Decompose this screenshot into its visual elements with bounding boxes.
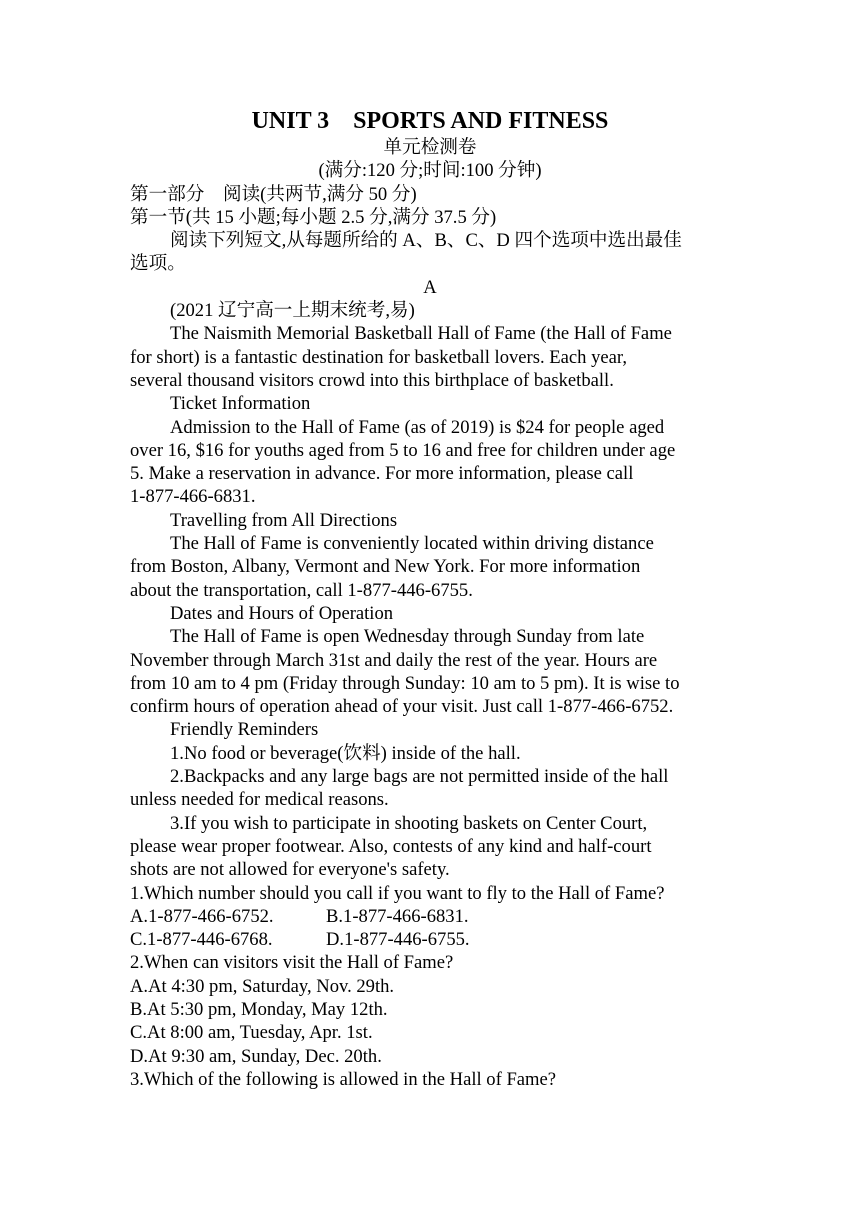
question-stem: 2.When can visitors visit the Hall of Fame?	[130, 952, 454, 974]
option-d: D.1-877-446-6755.	[326, 929, 470, 951]
reminder-item: 3.If you wish to participate in shooting baskets on Center Court,	[170, 812, 648, 834]
passage-line: confirm hours of operation ahead of your visit. Just call 1-877-466-6752.	[130, 696, 674, 718]
exam-subtitle: 单元检测卷	[383, 137, 477, 158]
score-time-info: (满分:120 分;时间:100 分钟)	[318, 160, 542, 182]
passage-line: unless needed for medical reasons.	[130, 789, 389, 811]
question-stem: 3.Which of the following is allowed in the Hall of Fame?	[130, 1068, 557, 1090]
part-heading: 第一部分 阅读(共两节,满分 50 分)	[130, 183, 417, 205]
section-heading: Travelling from All Directions	[170, 509, 398, 531]
instruction-line: 选项。	[130, 253, 186, 275]
question-stem: 1.Which number should you call if you want to fly to the Hall of Fame?	[130, 882, 665, 904]
option-row	[130, 905, 730, 928]
passage-body	[130, 322, 730, 881]
option-b: B.At 5:30 pm, Monday, May 12th.	[130, 998, 388, 1020]
reminder-item: 1.No food or beverage(饮料) inside of the hall.	[170, 742, 521, 764]
passage-line: shots are not allowed for everyone's safety.	[130, 859, 450, 881]
passage-line: 5. Make a reservation in advance. For more information, please call	[130, 463, 634, 485]
passage-line: The Hall of Fame is conveniently located within driving distance	[170, 533, 654, 555]
passage-line: November through March 31st and daily the rest of the year. Hours are	[130, 649, 658, 671]
option-a: A.1-877-466-6752.	[130, 905, 274, 927]
passage-label: A	[423, 276, 437, 298]
document-page	[130, 106, 730, 1091]
question-1	[130, 882, 730, 952]
instruction-line: 阅读下列短文,从每题所给的 A、B、C、D 四个选项中选出最佳	[170, 230, 682, 252]
option-a: A.At 4:30 pm, Saturday, Nov. 29th.	[130, 975, 395, 997]
passage-line: about the transportation, call 1-877-446-6755.	[130, 579, 473, 601]
passage-line: over 16, $16 for youths aged from 5 to 16 and free for children under age	[130, 439, 676, 461]
passage-line: several thousand visitors crowd into this birthplace of basketball.	[130, 369, 614, 391]
option-row	[130, 928, 730, 951]
section-heading: Friendly Reminders	[170, 719, 319, 741]
passage-line: please wear proper footwear. Also, contests of any kind and half-court	[130, 835, 652, 857]
unit-title: UNIT 3 SPORTS AND FITNESS	[251, 108, 609, 134]
option-d: D.At 9:30 am, Sunday, Dec. 20th.	[130, 1045, 382, 1067]
passage-line: from Boston, Albany, Vermont and New York. For more information	[130, 556, 641, 578]
passage-line: Admission to the Hall of Fame (as of 2019) is $24 for people aged	[170, 416, 665, 438]
passage-line: from 10 am to 4 pm (Friday through Sunday: 10 am to 5 pm). It is wise to	[130, 672, 680, 694]
passage-line: The Hall of Fame is open Wednesday through Sunday from late	[170, 626, 645, 648]
passage-source: (2021 辽宁高一上期末统考,易)	[170, 300, 415, 322]
passage-line: The Naismith Memorial Basketball Hall of Fame (the Hall of Fame	[170, 323, 672, 345]
passage-line: for short) is a fantastic destination for basketball lovers. Each year,	[130, 346, 627, 368]
option-c: C.At 8:00 am, Tuesday, Apr. 1st.	[130, 1022, 373, 1044]
reminder-item: 2.Backpacks and any large bags are not permitted inside of the hall	[170, 766, 669, 788]
question-2	[130, 951, 730, 1067]
question-3	[130, 1068, 730, 1091]
passage-line: 1-877-466-6831.	[130, 486, 256, 508]
section-heading: Dates and Hours of Operation	[170, 602, 394, 624]
option-c: C.1-877-446-6768.	[130, 929, 273, 951]
section-heading: Ticket Information	[170, 393, 311, 415]
subsection-heading: 第一节(共 15 小题;每小题 2.5 分,满分 37.5 分)	[130, 206, 497, 228]
option-b: B.1-877-466-6831.	[326, 905, 469, 927]
